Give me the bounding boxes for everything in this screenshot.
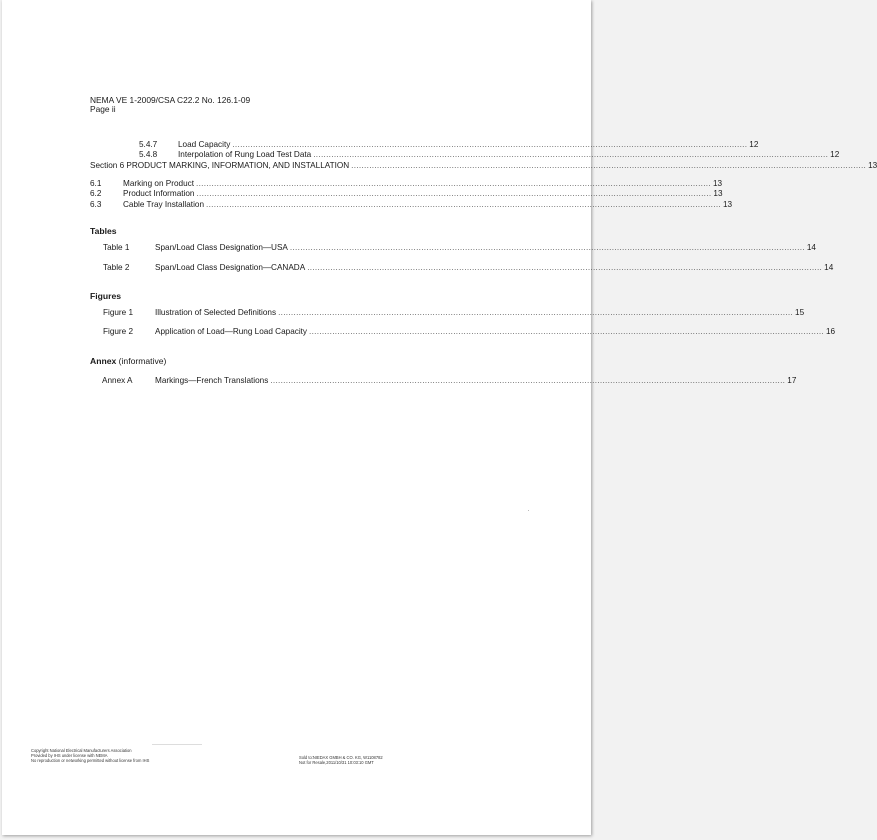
dot-leader: ........................................................................................................................................................................................................: [307, 263, 823, 272]
toc-entry-title: Load Capacity: [178, 140, 231, 149]
figure-page: 15: [795, 308, 805, 317]
annex-label: Annex A: [102, 376, 133, 385]
scan-speck: [152, 744, 202, 745]
footer-line: Sold to:NIEDAX GMBH & CO. KG, W1108782: [299, 755, 383, 760]
toc-entry[interactable]: [90, 189, 723, 199]
annex-heading-qualifier: (informative): [116, 356, 167, 366]
toc-entry-number: 6.1: [90, 179, 102, 188]
footer-line: No reproduction or networking permitted without license from IHS: [31, 757, 150, 763]
toc-entry-title: Section 6 PRODUCT MARKING, INFORMATION, AND INSTALLATION: [90, 161, 350, 170]
footer-license: [299, 756, 383, 766]
toc-entry-number: 5.4.7: [139, 140, 158, 149]
toc-entry-page: 13: [713, 189, 723, 198]
toc-entry-title: Marking on Product: [123, 179, 194, 188]
toc-entry[interactable]: [139, 150, 840, 160]
toc-entry-title: Product Information: [123, 189, 195, 198]
annex-list-entry[interactable]: [102, 376, 797, 386]
figure-page: 16: [825, 327, 836, 336]
toc-entry-page: 13: [868, 161, 877, 170]
standard-title: NEMA VE 1-2009/CSA C22.2 No. 126.1-09: [90, 95, 251, 105]
footer-line: Copyright National Electrical Manufacturers Association: [31, 748, 132, 753]
toc-entry[interactable]: [90, 179, 723, 189]
figure-title: Application of Load—Rung Load Capacity: [155, 327, 308, 336]
page-number: Page ii: [90, 104, 116, 114]
toc-entry-title: Cable Tray Installation: [123, 200, 205, 209]
dot-leader: ........................................................................................................................................................................................................: [313, 150, 829, 159]
annex-page: 17: [787, 376, 797, 385]
footer-line: Not for Resale,2011/10/31 10:03:10 GMT: [299, 759, 374, 765]
toc-entry-page: 12: [749, 140, 759, 149]
figure-list-entry[interactable]: [103, 327, 836, 337]
table-page: 14: [824, 263, 834, 272]
toc-entry[interactable]: [139, 140, 759, 150]
dot-leader: ........................................................................................................................................................................................................: [351, 161, 867, 170]
dot-leader: ........................................................................................................................................................................................................: [196, 189, 712, 198]
dot-leader: ........................................................................................................................................................................................................: [278, 308, 794, 317]
annex-heading: [90, 356, 166, 366]
dot-leader: ........................................................................................................................................................................................................: [289, 243, 805, 252]
table-page: 14: [806, 243, 816, 252]
figure-label: Figure 2: [103, 327, 134, 336]
document-page: [2, 0, 877, 835]
footer-line: Provided by IHS under license with NEMA: [31, 752, 108, 758]
dot-leader: ........................................................................................................................................................................................................: [309, 327, 824, 336]
toc-entry-number: 6.2: [90, 189, 102, 198]
table-title: Span/Load Class Designation—USA: [155, 243, 288, 252]
toc-entry-page: 13: [712, 179, 723, 188]
tables-heading: Tables: [90, 226, 117, 236]
toc-entry-number: 6.3: [90, 200, 102, 209]
figure-list-entry[interactable]: [103, 308, 805, 318]
toc-entry-number: 5.4.8: [139, 150, 158, 159]
table-list-entry[interactable]: [103, 263, 834, 273]
toc-entry-page: 12: [830, 150, 840, 159]
footer-copyright: [31, 749, 149, 763]
toc-entry-page: 13: [722, 200, 733, 209]
figures-heading: Figures: [90, 291, 122, 301]
annex-title: Markings—French Translations: [155, 376, 269, 385]
figure-label: Figure 1: [103, 308, 134, 317]
toc-entry[interactable]: [90, 200, 733, 210]
dot-leader: ........................................................................................................................................................................................................: [206, 200, 721, 209]
annex-heading-bold: Annex: [90, 356, 117, 366]
toc-section-entry[interactable]: [90, 161, 877, 171]
dot-leader: ........................................................................................................................................................................................................: [232, 140, 748, 149]
table-label: Table 1: [103, 243, 130, 252]
table-title: Span/Load Class Designation—CANADA: [155, 263, 306, 272]
dot-leader: ........................................................................................................................................................................................................: [196, 179, 711, 188]
dot-leader: ........................................................................................................................................................................................................: [270, 376, 786, 385]
scan-speck: [528, 510, 529, 511]
figure-title: Illustration of Selected Definitions: [155, 308, 277, 317]
toc-entry-title: Interpolation of Rung Load Test Data: [178, 150, 312, 159]
table-label: Table 2: [103, 263, 130, 272]
table-list-entry[interactable]: [103, 243, 816, 253]
